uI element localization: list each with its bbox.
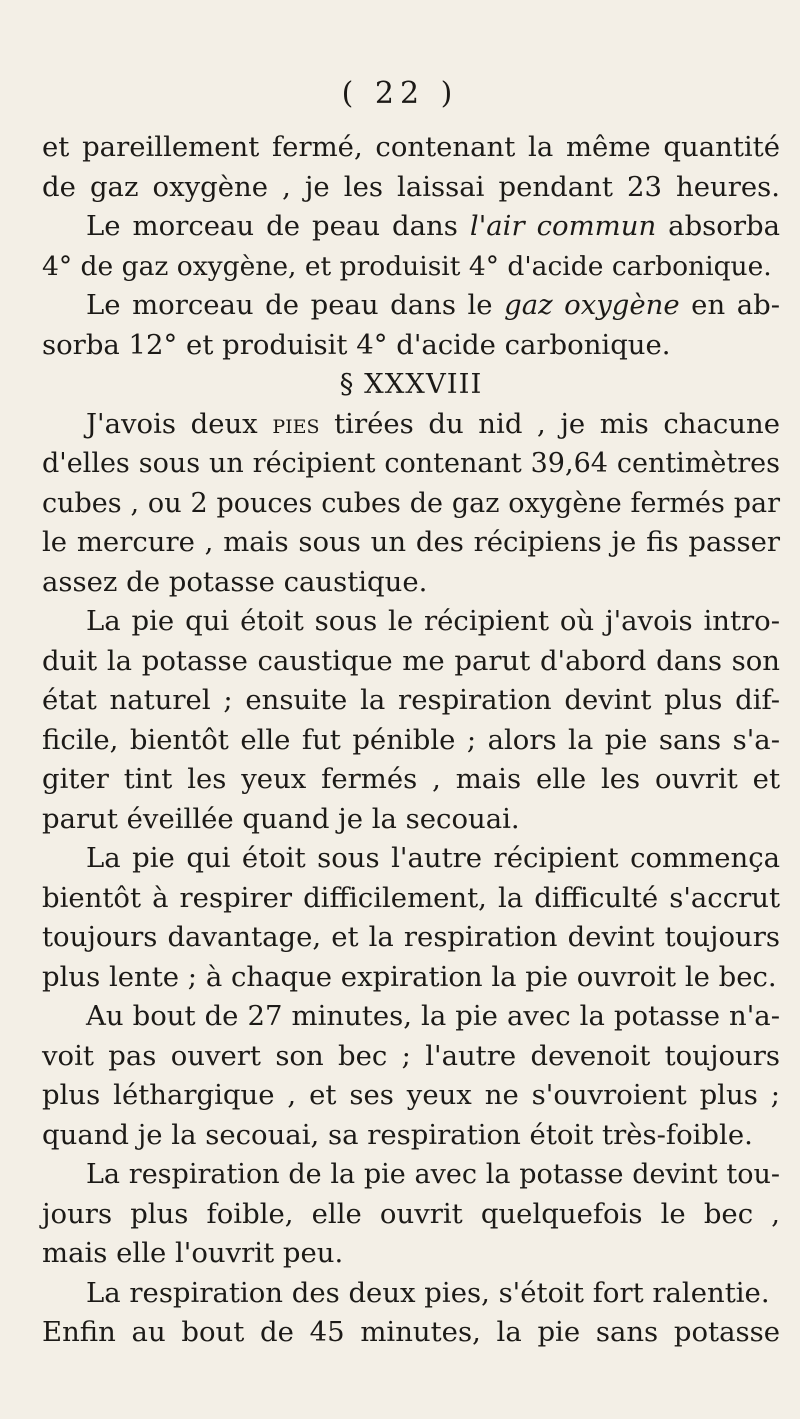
text-run: tirées du nid , je mis chacune bbox=[319, 407, 781, 440]
text-line: giter tint les yeux fermés , mais elle les ouvrit et bbox=[42, 763, 780, 795]
paragraph-start-line: La pie qui étoit sous le récipient où j'avois intro- bbox=[86, 605, 780, 637]
text-line: et pareillement fermé, contenant la même quantité bbox=[42, 131, 780, 163]
small-caps-term: pies bbox=[272, 407, 320, 440]
paragraph-start-line bbox=[42, 286, 780, 326]
text-line: Enfin au bout de 45 minutes, la pie sans potasse bbox=[42, 1316, 780, 1348]
text-line: ficile, bientôt elle fut pénible ; alors la pie sans s'a- bbox=[42, 723, 780, 756]
text-run: absorba bbox=[656, 210, 780, 242]
text-line: toujours davantage, et la respiration devint toujours bbox=[42, 921, 780, 953]
text-line: sorba 12° et produisit 4° d'acide carbonique. bbox=[42, 328, 671, 361]
text-run: J'avois deux bbox=[86, 407, 273, 440]
text-line: parut éveillée quand je la secouai. bbox=[42, 802, 520, 835]
text-line: voit pas ouvert son bec ; l'autre devenoit toujours bbox=[42, 1039, 780, 1072]
paragraph-start-line: La respiration des deux pies, s'étoit fort ralentie. bbox=[86, 1276, 770, 1309]
text-line: cubes , ou 2 pouces cubes de gaz oxygène fermés par bbox=[42, 487, 780, 519]
text-line: jours plus foible, elle ouvrit quelquefois le bec , bbox=[42, 1197, 780, 1230]
text-line: le mercure , mais sous un des récipiens je fis passer bbox=[42, 526, 780, 558]
text-line: duit la potasse caustique me parut d'abord dans son bbox=[42, 644, 780, 677]
text-line: bientôt à respirer difficilement, la difficulté s'accrut bbox=[42, 881, 780, 914]
text-line: d'elles sous un récipient contenant 39,64 centimètres bbox=[42, 448, 780, 479]
text-line: plus léthargique , et ses yeux ne s'ouvroient plus ; bbox=[42, 1079, 780, 1111]
text-line: de gaz oxygène , je les laissai pendant 23 heures. bbox=[42, 170, 780, 203]
paragraph-start-line bbox=[42, 207, 780, 247]
text-run: Le morceau de peau dans le bbox=[86, 289, 505, 321]
text-line: quand je la secouai, sa respiration étoit très-foible. bbox=[42, 1118, 753, 1151]
text-run: Le morceau de peau dans bbox=[86, 210, 470, 242]
paragraph-start-line: La respiration de la pie avec la potasse devint tou- bbox=[86, 1159, 780, 1190]
italic-term: gaz oxygène bbox=[504, 289, 680, 321]
paragraph-start-line: Au bout de 27 minutes, la pie avec la potasse n'a- bbox=[86, 1000, 780, 1032]
text-line: état naturel ; ensuite la respiration devint plus dif- bbox=[42, 684, 780, 716]
italic-term: l'air commun bbox=[469, 210, 657, 242]
text-line: assez de potasse caustique. bbox=[42, 565, 428, 598]
text-line: 4° de gaz oxygène, et produisit 4° d'acide carbonique. bbox=[42, 250, 772, 282]
section-heading: § XXXVIII bbox=[339, 368, 483, 400]
body-text bbox=[42, 128, 780, 1353]
page-number: ( 22 ) bbox=[341, 76, 459, 111]
paragraph-start-line bbox=[42, 405, 780, 445]
paragraph-start-line: La pie qui étoit sous l'autre récipient commença bbox=[86, 842, 780, 874]
text-line: mais elle l'ouvrit peu. bbox=[42, 1237, 344, 1269]
text-line: plus lente ; à chaque expiration la pie ouvroit le bec. bbox=[42, 960, 777, 993]
text-run: en ab- bbox=[679, 289, 780, 321]
